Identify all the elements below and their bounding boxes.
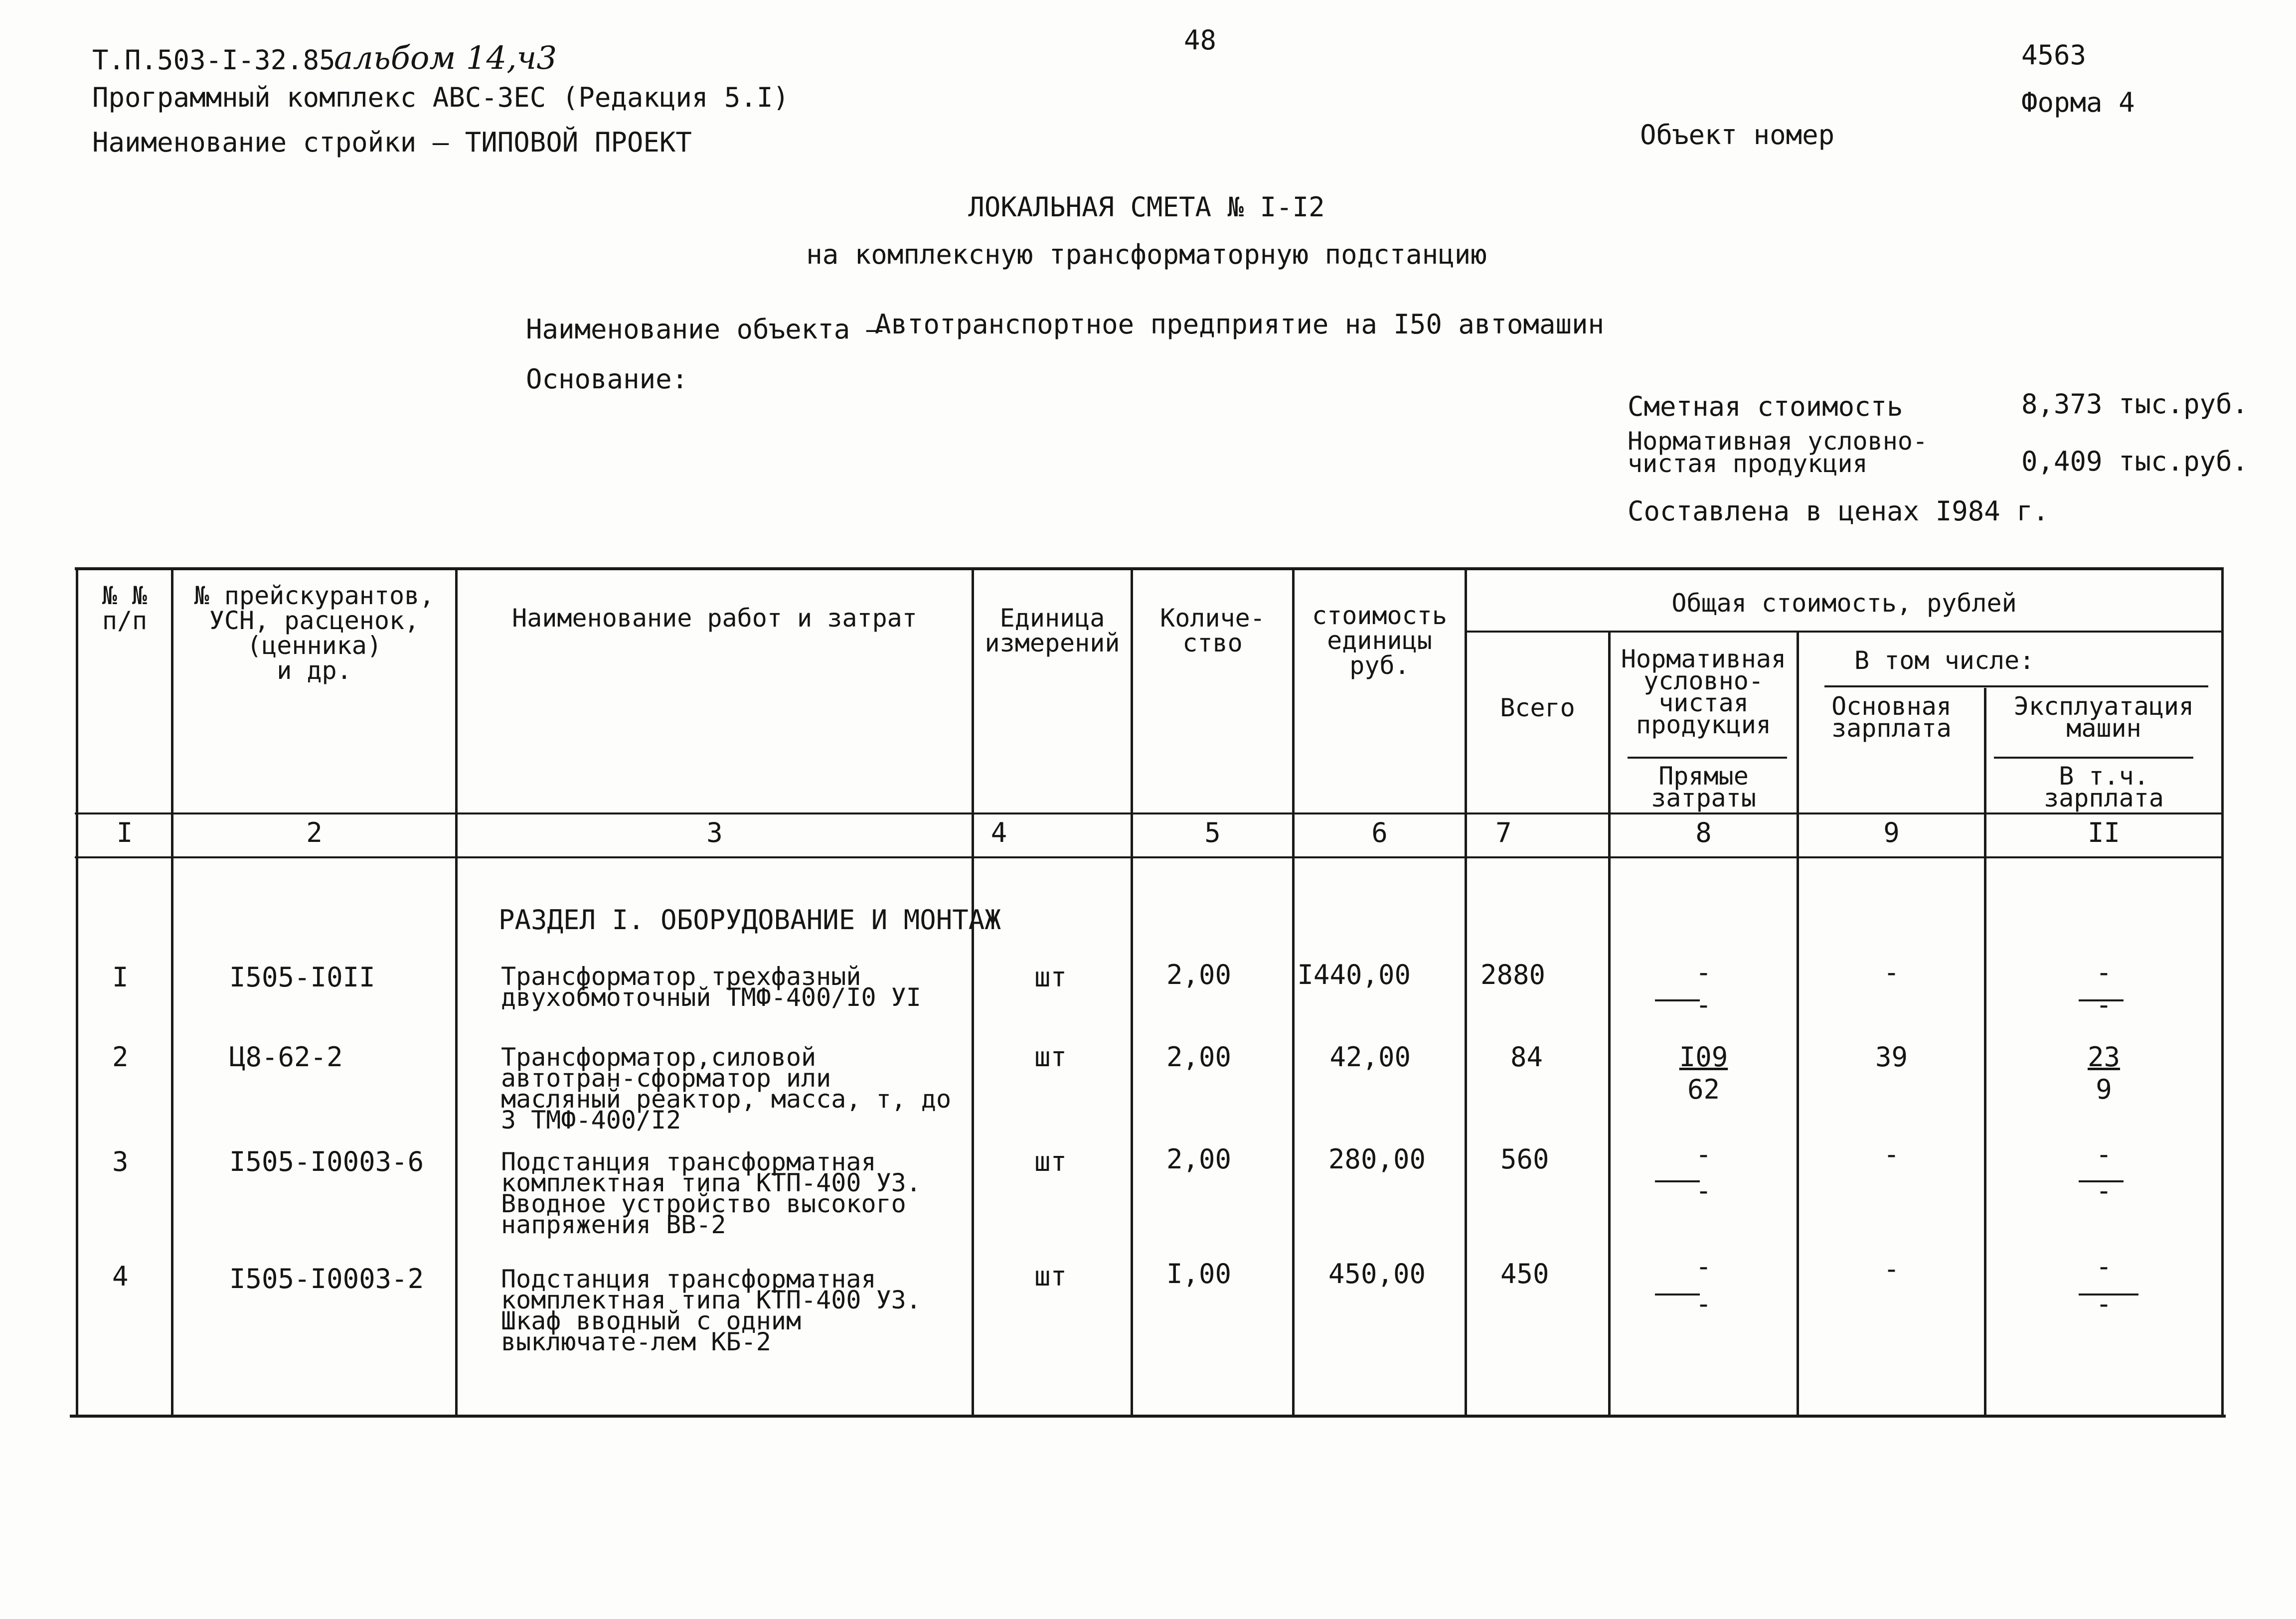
col-number-8: 8 (1695, 817, 1712, 848)
form-label: Форма 4 (2021, 87, 2135, 118)
row3-unit-price: 280,00 (1328, 1143, 1426, 1175)
row2-machine-top: 23 (2087, 1041, 2121, 1073)
row4-machine-top: - (2096, 1251, 2112, 1282)
col-number-1: I (116, 817, 133, 848)
col-number-5: 5 (1204, 817, 1221, 848)
row2-name: Трансформатор,силовой автотран-сформатор или масляный реактор, масса, т, до 3 ТМФ-400/I2 (501, 1043, 952, 1134)
header-bottom-border (75, 812, 2223, 814)
header-machine-operation: Эксплуатация машин (2013, 692, 2194, 743)
row3-total: 560 (1500, 1143, 1549, 1175)
col-number-6: 6 (1371, 817, 1388, 848)
row3-unit: шт (1034, 1146, 1067, 1177)
row1-machine-bottom: - (2096, 989, 2112, 1020)
normative-products-value: 0,409 тыс.руб. (2021, 446, 2249, 477)
construction-line: Наименование стройки – ТИПОВОЙ ПРОЕКТ (92, 127, 692, 158)
header-unit-cost: стоимость единицы руб. (1312, 601, 1447, 680)
col-number-3: 3 (706, 817, 723, 848)
vline-col2 (455, 567, 458, 1417)
row3-name: Подстанция трансформатная комплектная типа КТП-400 УЗ. Вводное устройство высокого напряжения ВВ-2 (501, 1147, 921, 1239)
object-name-label: Наименование объекта – (526, 314, 883, 345)
document-subtitle: на комплексную трансформаторную подстанцию (806, 239, 1487, 270)
row1-salary: - (1883, 957, 1900, 988)
row1-norm-bottom: - (1695, 989, 1712, 1020)
doc-code: Т.П.503-I-32.85 (92, 44, 335, 76)
table-top-border (75, 567, 2223, 570)
object-number-label: Объект номер (1640, 119, 1835, 151)
vline-col6 (1465, 567, 1467, 1417)
col8-inner-separator (1628, 757, 1787, 759)
row3-machine-bottom: - (2096, 1175, 2112, 1206)
row4-norm-bottom: - (1695, 1288, 1712, 1319)
column-numbers-bottom-border (75, 856, 2223, 858)
row2-unit-price: 42,00 (1329, 1041, 1411, 1073)
table-bottom-border (70, 1415, 2226, 1418)
row2-unit: шт (1034, 1041, 1067, 1073)
vline-col8 (1797, 631, 1799, 1417)
prices-year-line: Составлена в ценах I984 г. (1628, 495, 2049, 527)
header-total-cost-group: Общая стоимость, рублей (1671, 589, 2017, 618)
col-number-7: 7 (1495, 817, 1512, 848)
object-name-value: Автотранспортное предприятие на I50 автомашин (875, 309, 1604, 340)
vline-left (76, 567, 78, 1417)
row2-total: 84 (1510, 1041, 1543, 1073)
vline-col3 (972, 567, 974, 1417)
row2-norm-bottom: 62 (1687, 1074, 1720, 1105)
col-number-9: 9 (1883, 817, 1900, 848)
row3-norm-top: - (1695, 1138, 1712, 1170)
row4-num: 4 (112, 1261, 129, 1292)
row3-qty: 2,00 (1166, 1143, 1232, 1175)
vline-col5 (1292, 567, 1295, 1417)
incl-group-separator (1824, 685, 2208, 687)
header-total: Всего (1500, 693, 1575, 722)
row2-norm-top: I09 (1679, 1041, 1728, 1073)
row3-salary: - (1883, 1138, 1900, 1170)
row1-unit: шт (1034, 962, 1067, 993)
doc-number: 4563 (2021, 39, 2087, 71)
row1-machine-top: - (2096, 957, 2112, 988)
row3-num: 3 (112, 1146, 129, 1177)
row1-code: I505-I0II (229, 962, 375, 993)
album-handwritten-note: альбом 14,ч3 (334, 40, 557, 77)
row1-name: Трансформатор трехфазный двухобмоточный ТМФ-400/I0 УI (501, 962, 921, 1012)
section-title: РАЗДЕЛ I. ОБОРУДОВАНИЕ И МОНТАЖ (498, 904, 1001, 936)
header-price-list-number: № прейскурантов, УСН, расценок, (ценника) и др. (194, 581, 435, 685)
normative-products-label-2: чистая продукция (1628, 449, 1868, 478)
row2-num: 2 (112, 1041, 129, 1073)
header-row-number: № № п/п (102, 581, 148, 635)
row1-num: I (112, 962, 129, 993)
normative-products-label-1: Нормативная условно- (1628, 427, 1928, 456)
header-base-salary: Основная зарплата (1831, 692, 1952, 743)
row4-qty: I,00 (1166, 1258, 1232, 1290)
row1-unit-price: I440,00 (1297, 959, 1411, 990)
header-quantity: Количе- ство (1160, 604, 1265, 657)
header-work-name: Наименование работ и затрат (512, 604, 917, 633)
total-group-separator (1466, 631, 2223, 633)
basis-label: Основание: (526, 363, 688, 395)
row3-code: I505-I0003-6 (229, 1146, 424, 1177)
col-number-11: II (2087, 817, 2121, 848)
page-number: 48 (1184, 24, 1217, 56)
row2-salary: 39 (1875, 1041, 1908, 1073)
row2-qty: 2,00 (1166, 1041, 1232, 1073)
row2-machine-bottom: 9 (2096, 1074, 2112, 1105)
row4-norm-top: - (1695, 1251, 1712, 1282)
header-including-group: В том числе: (1854, 646, 2035, 675)
row4-name: Подстанция трансформатная комплектная типа КТП-400 УЗ. Шкаф вводный с одним выключате-лем КБ-2 (501, 1265, 921, 1356)
row4-machine-bottom: - (2096, 1288, 2112, 1319)
row2-code: Ц8-62-2 (229, 1041, 343, 1073)
estimated-cost-label: Сметная стоимость (1628, 391, 1903, 422)
header-direct-costs: Прямые затраты (1651, 762, 1756, 812)
document-title: ЛОКАЛЬНАЯ СМЕТА № I-I2 (968, 191, 1325, 223)
row1-total: 2880 (1480, 959, 1546, 990)
col-number-2: 2 (306, 817, 323, 848)
row4-unit: шт (1034, 1261, 1067, 1292)
row1-norm-top: - (1695, 957, 1712, 988)
row1-qty: 2,00 (1166, 959, 1232, 990)
estimated-cost-value: 8,373 тыс.руб. (2021, 388, 2249, 420)
vline-col4 (1131, 567, 1133, 1417)
col-number-4: 4 (990, 817, 1007, 848)
row4-code: I505-I0003-2 (229, 1263, 424, 1295)
header-incl-salary: В т.ч. зарплата (2044, 762, 2164, 812)
header-normative-products: Нормативная условно- чистая продукция (1621, 645, 1787, 739)
row4-total: 450 (1500, 1258, 1549, 1290)
program-line: Программный комплекс АВС-ЗЕС (Редакция 5.I) (92, 82, 789, 113)
col11-inner-separator (1994, 757, 2193, 759)
vline-col1 (171, 567, 173, 1417)
vline-right (2221, 567, 2224, 1417)
row3-machine-top: - (2096, 1138, 2112, 1170)
row4-unit-price: 450,00 (1328, 1258, 1426, 1290)
header-unit: Единица измерений (984, 604, 1120, 657)
row3-norm-bottom: - (1695, 1175, 1712, 1206)
row4-salary: - (1883, 1253, 1900, 1285)
